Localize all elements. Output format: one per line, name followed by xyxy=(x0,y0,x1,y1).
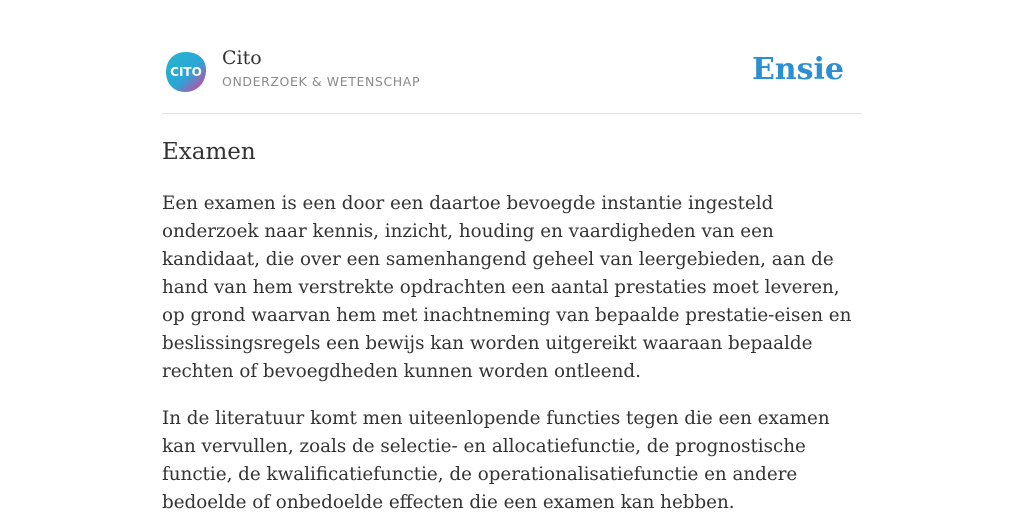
cito-logo[interactable] xyxy=(164,50,208,94)
article-paragraph: In de literatuur komt men uiteenlopende functies tegen die een examen kan vervullen, zoals de selectie- en allocatiefunctie, de prognostische functie, de kwalificatiefunctie, de operationalisatiefunctie en andere bedoelde of onbedoelde effecten die een examen kan hebben. xyxy=(162,408,830,512)
page-header xyxy=(162,44,862,114)
page-title: Examen xyxy=(162,139,256,165)
logo-text: CITO xyxy=(170,65,202,79)
article-paragraph: Een examen is een door een daartoe bevoegde instantie ingesteld onderzoek naar kennis, inzicht, houding en vaardigheden van een kandidaat, die over een samenhangend geheel van leergebieden, aan de hand van hem verstrekte opdrachten een aantal prestaties moet leveren, op grond waarvan hem met inachtneming van bepaalde prestatie-eisen en beslissingsregels een bewijs kan worden uitgereikt waaraan bepaalde rechten of bevoegdheden kunnen worden ontleend. xyxy=(162,193,852,382)
brand-name[interactable]: Cito xyxy=(222,47,262,69)
brand-subtitle: ONDERZOEK & WETENSCHAP xyxy=(222,74,421,89)
site-logo-ensie[interactable]: Ensie xyxy=(751,52,844,87)
